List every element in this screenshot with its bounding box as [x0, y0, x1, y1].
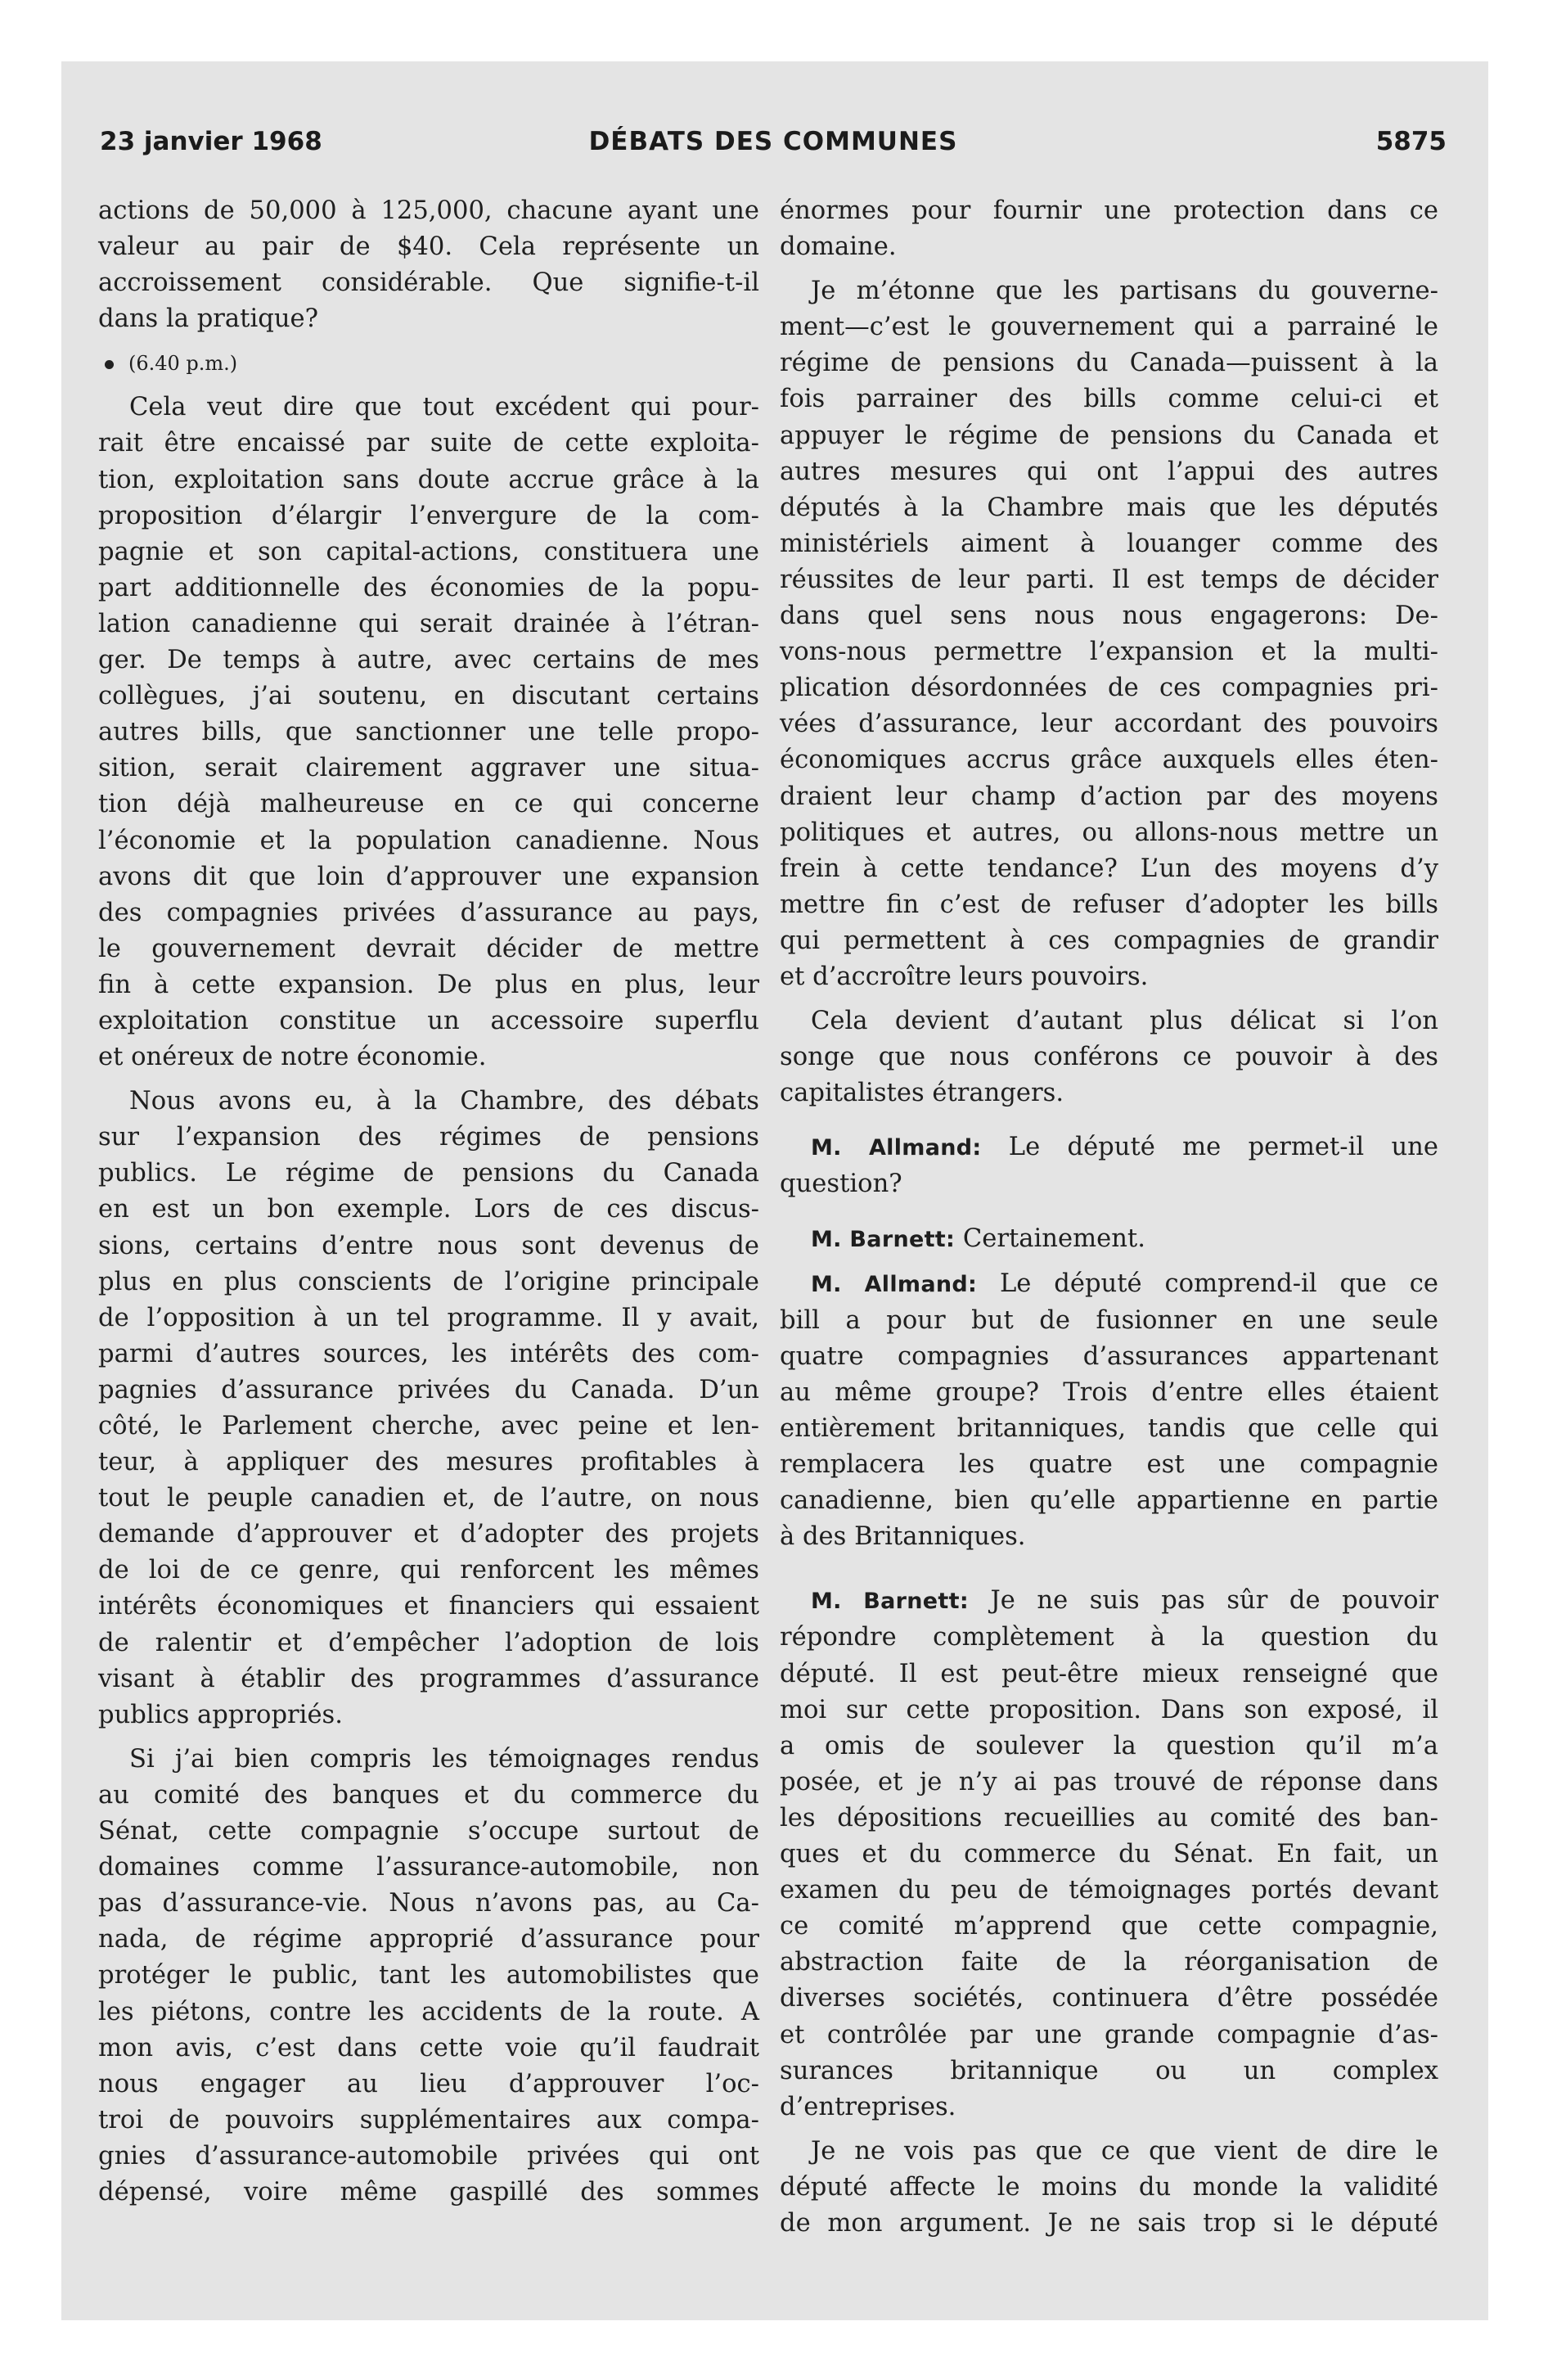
text-line: part additionnelle des économies de la popu- [98, 573, 759, 602]
text-line: côté, le Parlement cherche, avec peine et len- [98, 1412, 759, 1440]
text-line: Si j’ai bien compris les témoignages rendus [129, 1744, 759, 1774]
text-line: remplacera les quatre est une compagnie [780, 1450, 1438, 1480]
text-line: nous engager au lieu d’approuver l’oc- [98, 2069, 759, 2098]
text-line: répondre complètement à la question du [780, 1623, 1438, 1652]
paragraph [98, 1742, 759, 2211]
text-line: au comité des banques et du commerce du [98, 1780, 759, 1810]
text-line: Nous avons eu, à la Chambre, des débats [129, 1087, 759, 1116]
text-line: diverses sociétés, continuera d’être possédée [780, 1984, 1438, 2013]
text-line: proposition d’élargir l’envergure de la com- [98, 501, 759, 530]
speech-text: Certainement. [955, 1224, 1145, 1253]
page-number: 5875 [1375, 127, 1447, 156]
header-title: DÉBATS DES COMMUNES [588, 127, 958, 156]
text-line: députés à la Chambre mais que les députés [780, 493, 1438, 522]
text-line: Cela devient d’autant plus délicat si l’on [811, 1007, 1438, 1036]
text-line: vées d’assurance, leur accordant des pouvoirs [780, 710, 1438, 739]
text-line: examen du peu de témoignages portés devant [780, 1876, 1438, 1905]
text-line: sition, serait clairement aggraver une situa- [98, 754, 759, 783]
text-line: moi sur cette proposition. Dans son exposé, il [780, 1695, 1438, 1724]
paragraph [780, 273, 1438, 995]
text-line: d’entreprises. [780, 2092, 956, 2121]
text-line: surances britannique ou un complex [780, 2056, 1438, 2085]
text-line: économiques accrus grâce auxquels elles éten- [780, 746, 1438, 775]
text-line: les dépositions recueillies au comité des ban- [780, 1803, 1438, 1832]
speech-text: Le député comprend-il que ce [977, 1269, 1438, 1298]
text-line: exploitation constitue un accessoire superflu [98, 1006, 759, 1035]
paragraph [780, 193, 1438, 265]
text-line: fois parrainer des bills comme celui-ci et [780, 385, 1438, 414]
text-line: draient leur champ d’action par des moyens [780, 782, 1438, 811]
text-line: a omis de soulever la question qu’il m’a [780, 1731, 1438, 1760]
text-line: lation canadienne qui serait drainée à l’étran- [98, 609, 759, 638]
text-line: Sénat, cette compagnie s’occupe surtout de [98, 1817, 759, 1846]
text-line [780, 1266, 1438, 1303]
text-line: question? [780, 1170, 902, 1199]
text-line: qui permettent à ces compagnies de grandir [780, 926, 1438, 955]
text-line: énormes pour fournir une protection dans ce [780, 196, 1438, 225]
paragraph [780, 2134, 1438, 2242]
text-line: entièrement britanniques, tandis que celle qui [780, 1414, 1438, 1443]
text-line: à des Britanniques. [780, 1522, 1026, 1552]
text-line: abstraction faite de la réorganisation de [780, 1948, 1438, 1977]
text-line: posée, et je n’y ai pas trouvé de réponse dans [780, 1767, 1438, 1796]
text-line: en est un bon exemple. Lors de ces discus- [98, 1195, 759, 1224]
text-line: tion, exploitation sans doute accrue grâce à la [98, 465, 759, 494]
speaker-name: M. Allmand: [811, 1135, 982, 1161]
text-line [780, 1583, 1438, 1620]
text-line: autres mesures qui ont l’appui des autres [780, 457, 1438, 486]
text-line: sur l’expansion des régimes de pensions [98, 1123, 759, 1152]
text-line: ques et du commerce du Sénat. En fait, un [780, 1840, 1438, 1869]
text-line: pas d’assurance-vie. Nous n’avons pas, au Ca- [98, 1889, 759, 1918]
time-marker-text: (6.40 p.m.) [128, 352, 238, 376]
header-date: 23 janvier 1968 [100, 127, 322, 156]
text-line: Je ne vois pas que ce que vient de dire le [811, 2136, 1438, 2166]
text-line: nada, de régime approprié d’assurance pour [98, 1925, 759, 1954]
text-line: ger. De temps à autre, avec certains de mes [98, 646, 759, 675]
bullet-icon [105, 360, 114, 369]
text-line: de ralentir et d’empêcher l’adoption de lois [98, 1628, 759, 1657]
text-line: les piétons, contre les accidents de la route. A [98, 1997, 759, 2026]
text-line: dépensé, voire même gaspillé des sommes [98, 2177, 759, 2206]
text-line: dans quel sens nous nous engagerons: De- [780, 602, 1438, 631]
text-line: intérêts économiques et financiers qui essaient [98, 1592, 759, 1621]
speech-barnett-2 [780, 1583, 1438, 2125]
text-line: songe que nous conférons ce pouvoir à des [780, 1043, 1438, 1072]
text-line: capitalistes étrangers. [780, 1079, 1064, 1108]
text-line: ce comité m’apprend que cette compagnie, [780, 1912, 1438, 1941]
right-column [780, 193, 1438, 2242]
text-line: le gouvernement devrait décider de mettre [98, 934, 759, 963]
text-line: rait être encaissé par suite de cette exploita- [98, 429, 759, 458]
text-line: de mon argument. Je ne sais trop si le député [780, 2208, 1438, 2238]
text-line: teur, à appliquer des mesures profitables à [98, 1448, 759, 1477]
text-line: parmi d’autres sources, les intérêts des com- [98, 1339, 759, 1368]
text-line: député. Il est peut-être mieux renseigné que [780, 1659, 1438, 1688]
text-line: plus en plus conscients de l’origine principale [98, 1267, 759, 1296]
text-line: tout le peuple canadien et, de l’autre, on nous [98, 1484, 759, 1513]
speech-text: Je ne suis pas sûr de pouvoir [968, 1586, 1439, 1616]
paragraph [98, 1084, 759, 1733]
paragraph [98, 193, 759, 337]
text-line: domaine. [780, 232, 897, 262]
text-line: ment—c’est le gouvernement qui a parrainé le [780, 313, 1438, 342]
text-line: autres bills, que sanctionner une telle propo- [98, 718, 759, 747]
text-line: troi de pouvoirs supplémentaires aux compa- [98, 2105, 759, 2134]
text-line: collègues, j’ai soutenu, en discutant certains [98, 682, 759, 711]
text-line: valeur au pair de $40. Cela représente un [98, 232, 759, 262]
text-line: et onéreux de notre économie. [98, 1043, 487, 1072]
text-line: de l’opposition à un tel programme. Il y avait, [98, 1303, 759, 1332]
text-line: et contrôlée par une grande compagnie d’as- [780, 2020, 1438, 2049]
speaker-name: M. Barnett: [811, 1589, 969, 1615]
text-line: et d’accroître leurs pouvoirs. [780, 962, 1149, 991]
text-line: plication désordonnées de ces compagnies pri- [780, 674, 1438, 703]
text-line: sions, certains d’entre nous sont devenus de [98, 1231, 759, 1260]
text-line: quatre compagnies d’assurances appartenant [780, 1341, 1438, 1371]
text-line: député affecte le moins du monde la validité [780, 2172, 1438, 2202]
text-line: vons-nous permettre l’expansion et la multi- [780, 638, 1438, 667]
text-line: l’économie et la population canadienne. Nous [98, 826, 759, 855]
text-line: accroissement considérable. Que signifie-t-il [98, 268, 759, 298]
text-line: mon avis, c’est dans cette voie qu’il faudrait [98, 2033, 759, 2062]
text-line: actions de 50,000 à 125,000, chacune ayant une [98, 196, 759, 225]
text-line: pagnie et son capital-actions, constituera une [98, 537, 759, 566]
speech-barnett-1 [780, 1221, 1438, 1258]
text-line: frein à cette tendance? L’un des moyens d’y [780, 854, 1438, 883]
text-line: bill a pour but de fusionner en une seule [780, 1305, 1438, 1335]
text-line: pagnies d’assurance privées du Canada. D’un [98, 1375, 759, 1404]
speech-text: Le député me permet-il une [981, 1133, 1438, 1162]
text-line: publics. Le régime de pensions du Canada [98, 1159, 759, 1188]
text-line: protéger le public, tant les automobilistes que [98, 1961, 759, 1990]
left-column [98, 193, 759, 2211]
text-line: canadienne, bien qu’elle appartienne en partie [780, 1486, 1438, 1516]
text-line: des compagnies privées d’assurance au pays, [98, 898, 759, 927]
text-line: appuyer le régime de pensions du Canada et [780, 421, 1438, 450]
running-head [100, 127, 1447, 160]
text-line: visant à établir des programmes d’assurance [98, 1664, 759, 1693]
text-line: domaines comme l’assurance-automobile, non [98, 1853, 759, 1882]
text-line: régime de pensions du Canada—puissent à la [780, 349, 1438, 378]
speech-allmand-2 [780, 1266, 1438, 1556]
text-line: avons dit que loin d’approuver une expansion [98, 862, 759, 891]
text-line: fin à cette expansion. De plus en plus, leur [98, 970, 759, 999]
paragraph [780, 1003, 1438, 1111]
text-line: gnies d’assurance-automobile privées qui ont [98, 2141, 759, 2170]
text-line: demande d’approuver et d’adopter des projets [98, 1520, 759, 1549]
text-line: Cela veut dire que tout excédent qui pour- [129, 393, 759, 422]
time-marker [98, 345, 759, 381]
text-line: Je m’étonne que les partisans du gouverne- [811, 277, 1438, 306]
text-line: dans la pratique? [98, 304, 319, 334]
text-line: réussites de leur parti. Il est temps de décider [780, 565, 1438, 594]
text-line: de loi de ce genre, qui renforcent les mêmes [98, 1556, 759, 1585]
text-line: tion déjà malheureuse en ce qui concerne [98, 790, 759, 819]
paragraph [98, 390, 759, 1075]
text-line [780, 1221, 1438, 1258]
text-line [780, 1129, 1438, 1166]
text-line: au même groupe? Trois d’entre elles étaient [780, 1377, 1438, 1407]
text-line: mettre fin c’est de refuser d’adopter les bills [780, 890, 1438, 919]
text-line: ministériels aiment à louanger comme des [780, 529, 1438, 558]
speaker-name: M. Barnett: [811, 1226, 956, 1252]
speaker-name: M. Allmand: [811, 1271, 978, 1297]
speech-allmand-1 [780, 1129, 1438, 1202]
text-line: politiques et autres, ou allons-nous mettre un [780, 818, 1438, 847]
text-line: publics appropriés. [98, 1700, 343, 1729]
